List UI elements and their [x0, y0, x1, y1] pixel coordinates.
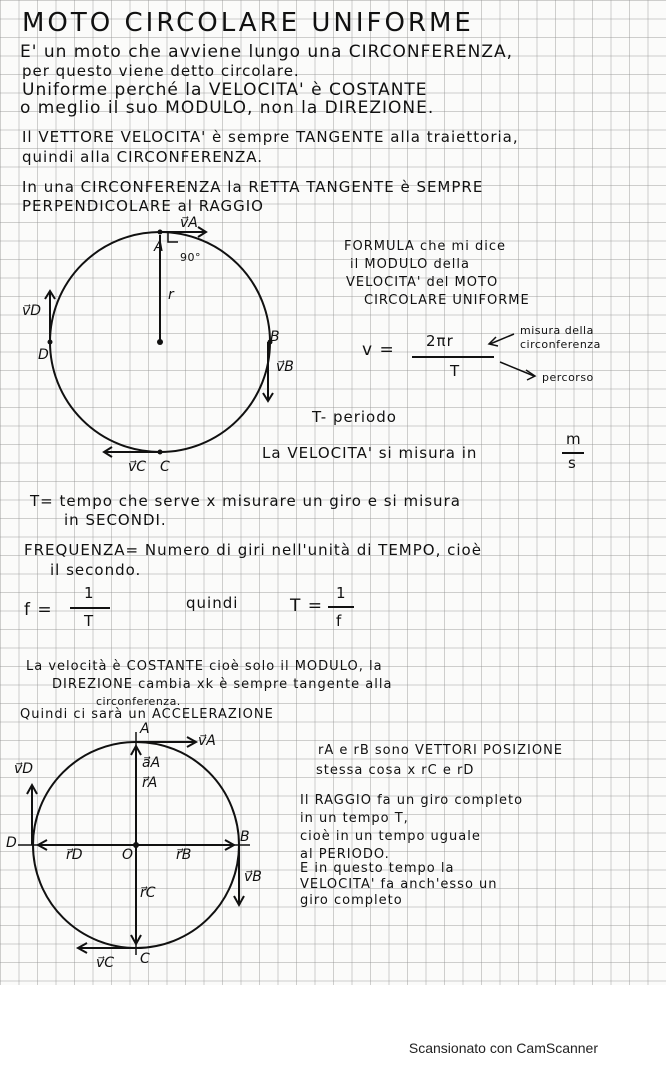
radius-text-8: VELOCITA' fa anch'esso un — [300, 877, 498, 892]
note-path: percorso — [542, 371, 594, 384]
intro-line-4: o meglio il suo MODULO, non la DIREZIONE. — [20, 98, 435, 118]
velocity-a-label: v⃗A — [180, 215, 198, 231]
frequency-formula-lhs: f = — [24, 600, 53, 620]
acceleration-line-2: DIREZIONE cambia xk è sempre tangente alla — [52, 677, 393, 692]
velocity-b-label: v⃗B — [276, 359, 294, 375]
tangent-line-1: Il VETTORE VELOCITA' è sempre TANGENTE alla traiettoria, — [22, 128, 519, 146]
velocity-d-label: v⃗D — [22, 303, 42, 319]
tangent-line-2: quindi alla CIRCONFERENZA. — [22, 148, 263, 166]
period-denominator: f — [336, 612, 343, 630]
position-c-label: r⃗C — [140, 885, 156, 901]
radius-text-1: rA e rB sono VETTORI POSIZIONE — [318, 743, 564, 758]
point-d-label: D — [38, 347, 49, 363]
radius-text-4: in un tempo T, — [300, 811, 409, 826]
period-definition: T- periodo — [312, 408, 397, 426]
acceleration-a-label: a⃗A — [142, 755, 161, 771]
point-d2-label: D — [6, 835, 17, 851]
radius-text-5: cioè in un tempo uguale — [300, 829, 481, 844]
velocity-c2-label: v⃗C — [96, 955, 115, 971]
radius-text-3: Il RAGGIO fa un giro completo — [300, 793, 524, 808]
radius-label: r — [168, 287, 174, 303]
right-angle-label: 90° — [180, 251, 201, 264]
perpendicular-line-1: In una CIRCONFERENZA la RETTA TANGENTE è SEMPRE — [22, 178, 484, 196]
point-c2-label: C — [140, 951, 150, 967]
point-a-label: A — [154, 239, 164, 255]
period-formula-lhs: T = — [290, 596, 324, 616]
acceleration-line-1: La velocità è COSTANTE cioè solo il MODULO, la — [26, 659, 383, 674]
scanner-footer: Scansionato con CamScanner — [408, 1040, 598, 1056]
acceleration-line-3: circonferenza. — [96, 695, 181, 708]
frequency-denominator: T — [84, 612, 95, 630]
velocity-formula-denominator: T — [450, 362, 461, 380]
period-line-1: T= tempo che serve x misurare un giro e si misura — [30, 492, 461, 510]
period-line-2: in SECONDI. — [64, 511, 167, 529]
quindi-text: quindi — [186, 594, 239, 612]
page-title: MOTO CIRCOLARE UNIFORME — [22, 8, 474, 38]
perpendicular-line-2: PERPENDICOLARE al RAGGIO — [22, 197, 264, 215]
intro-line-2: per questo viene detto circolare. — [22, 62, 300, 80]
formula-heading-4: CIRCOLARE UNIFORME — [364, 293, 530, 308]
point-c-label: C — [160, 459, 170, 475]
center-o-label: O — [122, 847, 134, 863]
unit-denominator: s — [568, 454, 577, 472]
period-numerator: 1 — [336, 584, 347, 602]
radius-text-7: E in questo tempo la — [300, 861, 455, 876]
formula-heading-2: il MODULO della — [350, 257, 470, 272]
point-b-label: B — [270, 329, 280, 345]
formula-heading-3: VELOCITA' del MOTO — [346, 275, 499, 290]
intro-line-1: E' un moto che avviene lungo una CIRCONFERENZA, — [20, 42, 514, 62]
velocity-c-label: v⃗C — [128, 459, 147, 475]
position-b-label: r⃗B — [176, 847, 192, 863]
acceleration-line-4: Quindi ci sarà un ACCELERAZIONE — [20, 707, 274, 722]
point-a2-label: A — [140, 721, 150, 737]
formula-heading-1: FORMULA che mi dice — [344, 239, 506, 254]
velocity-formula-numerator: 2πr — [426, 332, 454, 350]
radius-text-2: stessa cosa x rC e rD — [316, 763, 475, 778]
intro-line-3: Uniforme perché la VELOCITA' è COSTANTE — [22, 80, 428, 100]
velocity-a2-label: v⃗A — [198, 733, 216, 749]
point-b2-label: B — [240, 829, 250, 845]
velocity-b2-label: v⃗B — [244, 869, 262, 885]
position-a-label: r⃗A — [142, 775, 158, 791]
unit-numerator: m — [566, 430, 582, 448]
velocity-formula-lhs: v = — [362, 340, 395, 360]
frequency-numerator: 1 — [84, 584, 95, 602]
frequency-line-2: il secondo. — [50, 561, 142, 579]
radius-text-9: giro completo — [300, 893, 403, 908]
position-d-label: r⃗D — [66, 847, 83, 863]
velocity-unit-text: La VELOCITA' si misura in — [262, 444, 478, 462]
note-circumference: misura della circonferenza — [520, 324, 601, 351]
velocity-d2-label: v⃗D — [14, 761, 34, 777]
radius-text-6: al PERIODO. — [300, 847, 390, 862]
frequency-line-1: FREQUENZA= Numero di giri nell'unità di TEMPO, cioè — [24, 541, 482, 559]
